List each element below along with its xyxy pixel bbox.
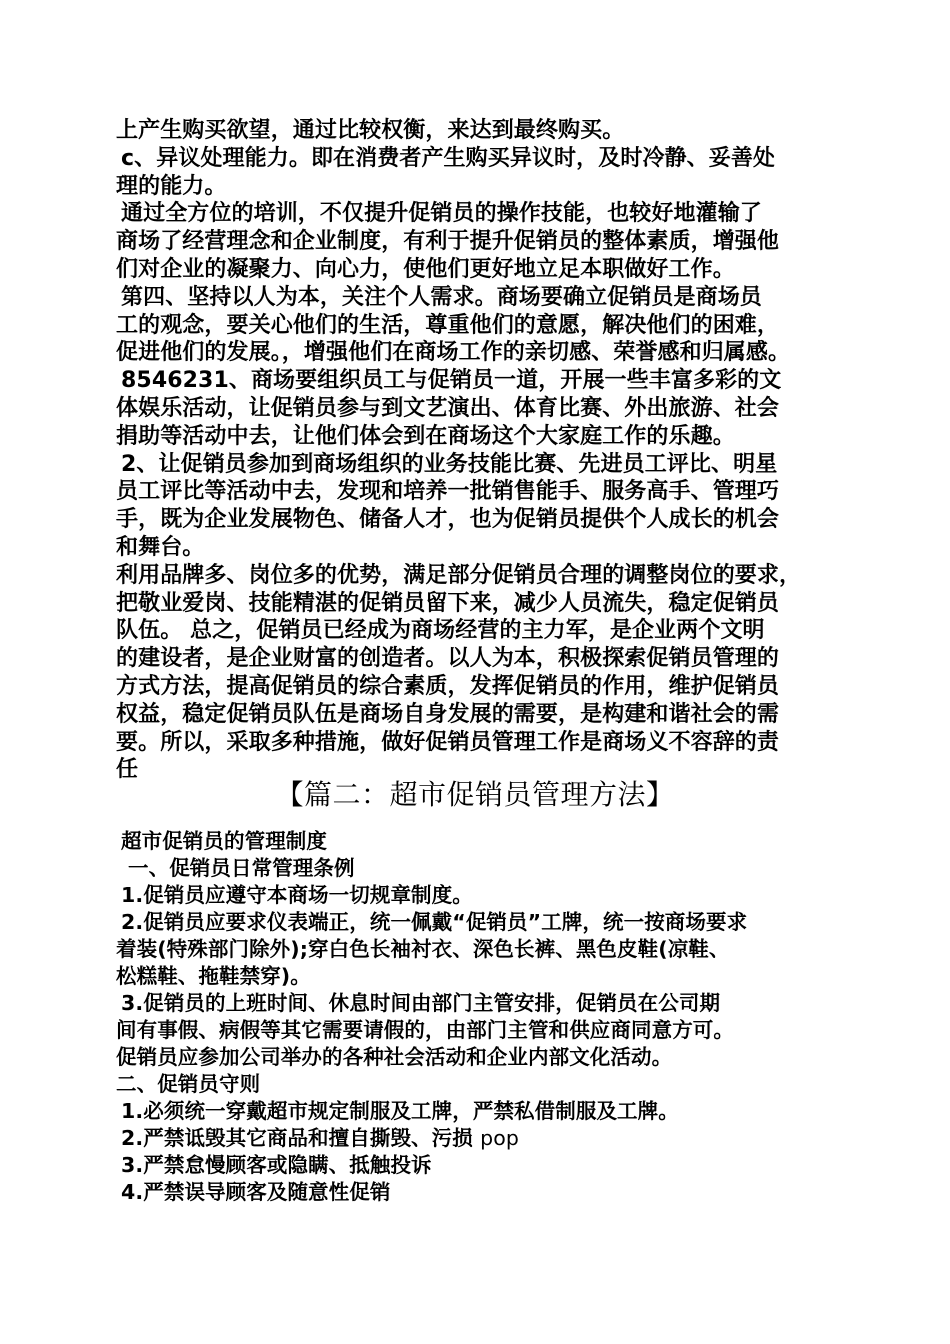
text-line: 3.严禁怠慢顾客或隐瞒、抵触投诉 <box>121 1153 432 1177</box>
text-line: 上产生购买欲望，通过比较权衡，来达到最终购买。 <box>116 118 625 143</box>
text-line: 把敬业爱岗、技能精湛的促销员留下来，减少人员流失，稳定促销员 <box>116 590 780 616</box>
text-line: 队伍。 总之，促销员已经成为商场经营的主力军，是企业两个文明 <box>116 618 765 644</box>
text-line: 4.严禁误导顾客及随意性促销 <box>121 1180 391 1204</box>
text-line: 理的能力。 <box>116 173 227 199</box>
text-line: 和舞台。 <box>116 534 205 560</box>
text-line: 捐助等活动中去，让他们体会到在商场这个大家庭工作的乐趣。 <box>116 423 735 449</box>
text-line: 第四、坚持以人为本，关注个人需求。商场要确立促销员是商场员 <box>121 284 762 310</box>
text-line: 方式方法，提高促销员的综合素质，发挥促销员的作用，维护促销员 <box>116 673 780 699</box>
section-heading: 【篇二：超市促销员管理方法】 <box>275 778 675 811</box>
text-line: 商场了经营理念和企业制度，有利于提升促销员的整体素质，增强他 <box>116 229 780 255</box>
text-line: 2.促销员应要求仪表端正，统一佩戴“促销员”工牌，统一按商场要求 <box>121 910 748 934</box>
text-line: 3.促销员的上班时间、休息时间由部门主管安排，促销员在公司期 <box>121 991 721 1015</box>
text-line: 权益，稳定促销员队伍是商场自身发展的需要，是构建和谐社会的需 <box>116 701 780 727</box>
text-line: 2、让促销员参加到商场组织的业务技能比赛、先进员工评比、明星 <box>121 451 778 477</box>
text-line: 员工评比等活动中去，发现和培养一批销售能手、服务高手、管理巧 <box>116 479 780 505</box>
text-line: 8546231、商场要组织员工与促销员一道，开展一些丰富多彩的文 <box>121 368 782 394</box>
text-line: 二、促销员守则 <box>116 1072 261 1096</box>
text-line: 一、促销员日常管理条例 <box>128 856 355 880</box>
section-2-text <box>116 828 846 1206</box>
text-line <box>116 1125 846 1152</box>
text-line: c、异议处理能力。即在消费者产生购买异议时，及时冷静、妥善处 <box>121 145 776 171</box>
text-line: 利用品牌多、岗位多的优势，满足部分促销员合理的调整岗位的要求， <box>116 562 802 588</box>
text-line: 的建设者，是企业财富的创造者。以人为本，积极探索促销员管理的 <box>116 646 780 672</box>
text-line: 1.必须统一穿戴超市规定制服及工牌，严禁私借制服及工牌。 <box>121 1099 679 1123</box>
text-line: 促进他们的发展。，增强他们在商场工作的亲切感、荣誉感和归属感。 <box>116 340 791 366</box>
text-line: 1.促销员应遵守本商场一切规章制度。 <box>121 883 473 907</box>
text-line: 体娱乐活动，让促销员参与到文艺演出、体育比赛、外出旅游、社会 <box>116 395 780 421</box>
text-line: 手，既为企业发展物色、储备人才，也为促销员提供个人成长的机会 <box>116 507 780 533</box>
text-line: 松糕鞋、拖鞋禁穿)。 <box>116 964 311 988</box>
text-line: 促销员应参加公司举办的各种社会活动和企业内部文化活动。 <box>116 1045 673 1069</box>
text-line: 要。所以，采取多种措施，做好促销员管理工作是商场义不容辞的责 <box>116 729 780 755</box>
text-line: 超市促销员的管理制度 <box>121 829 327 853</box>
text-segment: 2.严禁诋毁其它商品和擅自撕毁、污损 <box>121 1126 473 1150</box>
text-line: 们对企业的凝聚力、向心力，使他们更好地立足本职做好工作。 <box>116 256 735 282</box>
text-line: 着装(特殊部门除外);穿白色长袖衬衣、深色长裤、黑色皮鞋(凉鞋、 <box>116 937 730 961</box>
text-segment-pop: pop <box>480 1126 519 1150</box>
text-line: 通过全方位的培训，不仅提升促销员的操作技能，也较好地灌输了 <box>121 201 762 227</box>
text-line: 任 <box>116 757 139 783</box>
text-line: 间有事假、病假等其它需要请假的，由部门主管和供应商同意方可。 <box>116 1018 734 1042</box>
section-1-text <box>116 117 846 784</box>
text-line: 工的观念，要关心他们的生活，尊重他们的意愿，解决他们的困难， <box>116 312 780 338</box>
